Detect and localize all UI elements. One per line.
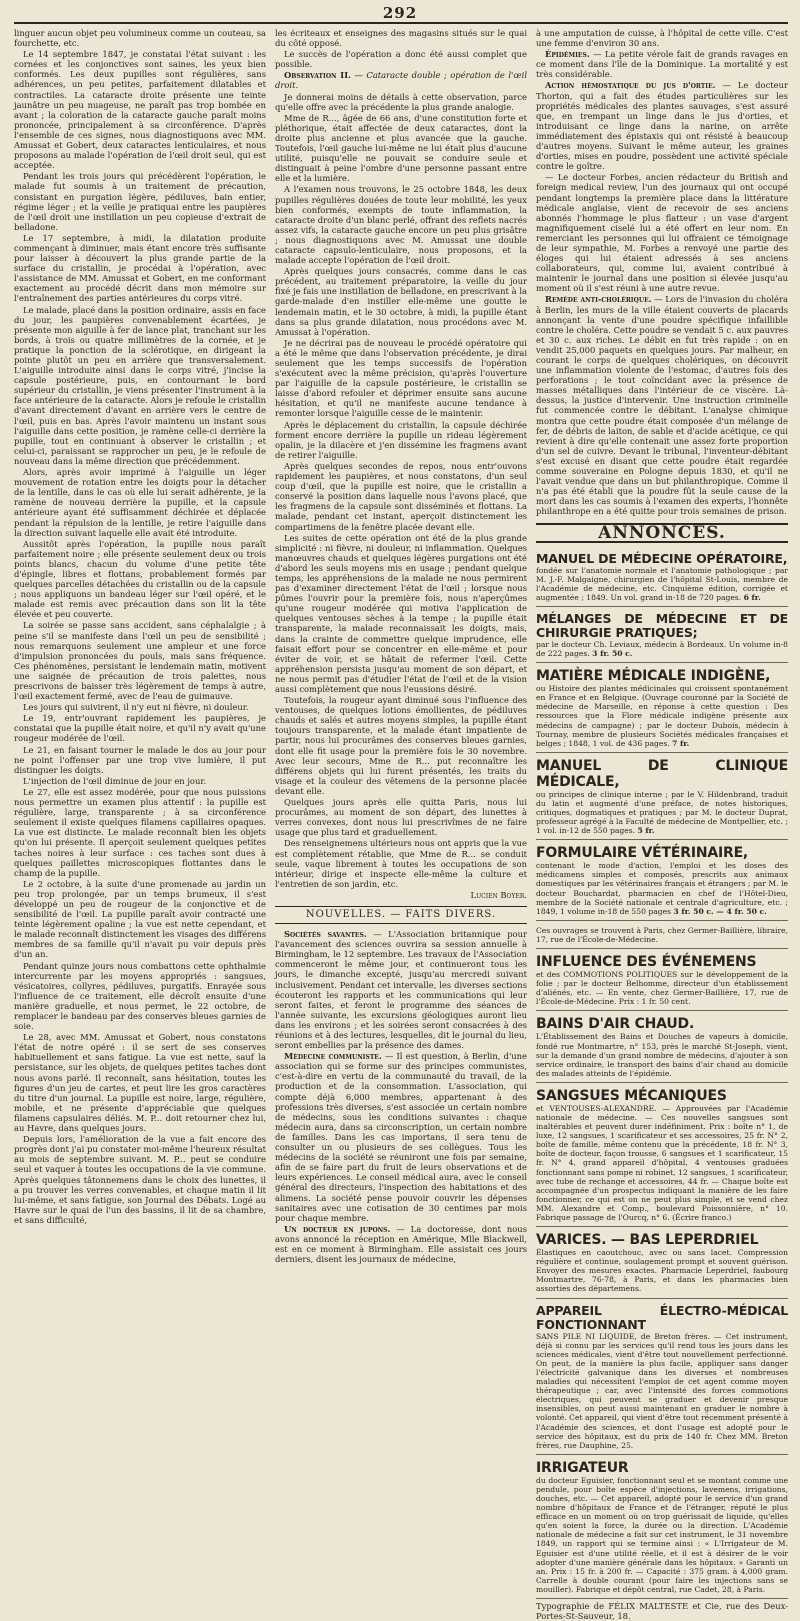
paragraph: Le 27, elle est assez modérée, pour que nous puissions nous permettre un examen plus attentif : la pupille est régulière, large, transparente ; à sa circonférence seulement il existe quelques filamens capillaires opaques. La vue est distincte. Le malade reconnaît bien les objets qu'on lui présente. Il aperçoit seulement quelques petites taches noires à leur surface : ces taches sont dues à quelques paillettes microscopiques flottantes dans le champ de la pupille. <box>14 786 266 878</box>
ad-body: et des COMMOTIONS POLITIQUES sur le développement de la folie ; par le docteur Belhomme, directeur d'un établissement d'aliénés, etc. — En vente, chez Germer-Baillière, 17, rue de l'École-de-Médecine. Prix : 1 fr. 50 cent. <box>536 970 788 1007</box>
news-item <box>275 929 527 1050</box>
annonces-title: ANNONCES. <box>536 523 788 543</box>
ad-title: VARICES. — BAS LEPERDRIEL <box>536 1232 759 1249</box>
paragraph: les écriteaux et enseignes des magasins situés sur le quai du côté opposé. <box>275 28 527 49</box>
paragraph: A l'examen nous trouvons, le 25 octobre 1848, les deux pupilles régulières douées de toute leur mobilité, les yeux bien conformés, exempts de toute inflammation, la cataracte droite d'un blanc perlé, offrant des reflets nacrés assez vifs, la cataracte gauche encore un peu plus grisâtre ; nous diagnostiquons avec M. Amussat une double cataracte capsulo-lenticulaire, nous proposons, et la malade accepte l'opération de l'œil droit. <box>275 184 527 266</box>
advertisement <box>536 1085 788 1227</box>
paragraph: Le 14 septembre 1847, je constatai l'état suivant : les cornées et les conjonctives sont saines, les yeux bien conformés. Les deux pupilles sont régulières, sans adhérences, un peu petites, parfaitement dilatables et contractiles. La cataracte droite présente une teinte jaunâtre un peu nuageuse, ne paraît pas trop bombée en avant ; la coloration de la cataracte gauche paraît moins prononcée, principalement à sa circonférence. D'après l'ensemble de ces signes, nous diagnostiquons avec MM. Amussat et Gobert, deux cataractes lenticulaires, et nous proposons au malade l'opération de l'œil droit seul, qui est acceptée. <box>14 49 266 171</box>
ad-title: SANGSUES MÉCANIQUES <box>536 1087 727 1104</box>
ad-body: Élastiques en caoutchouc, avec ou sans lacet. Compression régulière et continue, soulagement prompt et souvent guérison. Envoyer des mesures exactes. Pharmacie Leperdriel, faubourg Montmartre, 76-78, à Paris, et dans les pharmacies bien assorties des départemens. <box>536 1248 788 1294</box>
ad-title: FORMULAIRE VÉTÉRINAIRE, <box>536 845 749 862</box>
signature: Lucien Boyer. <box>470 889 527 900</box>
ad-body: ou principes de clinique interne ; par le V. Hildenbrand, traduit du latin et augmenté d'une préface, de notes historiques, critiques, dogmatiques et pratiques ; par M. le docteur Duprat, professeur agrégé à la Faculté de médecine de Montpellier, etc. ; 1 vol. in-12 de 550 pages. <box>536 789 788 836</box>
news-heading: Remède anti-cholérique. <box>545 294 652 305</box>
column-1 <box>14 28 266 1225</box>
news-item <box>275 1051 527 1223</box>
header-rule <box>14 22 788 24</box>
news-body: — La doctoresse, dont nous avons annoncé la réception en Amérique, Mlle Blackwell, est en ce moment à Birmingham. Elle assistait ces jours derniers, disent les journaux de médecine, <box>275 1223 527 1265</box>
ad-body: SANS PILE NI LIQUIDE, de Breton frères. — Cet instrument, déjà si connu par les services qu'il rend tous les jours dans les sciences médicales, vient d'être tout nouvellement perfectionné. On peut, de la manière la plus facile, appliquer sans danger l'électricité galvanique dans les diverses et nombreuses maladies qui nécessitent l'emploi de cet agent comme moyen thérapeutique ; car, avec l'intensité des forces commotions électriques, qui peuvent se graduer et devenir presque insensibles, on peut aussi maintenant en graduer le nombre à volonté. Cet appareil, qui vient d'être tout récemment présenté à l'Académie des sciences, et dont l'usage est adopté pour le service des hôpitaux, est du prix de 140 fr. Chez MM. Breton frères, rue Dauphine, 25. <box>536 1331 788 1450</box>
advertisement <box>536 923 788 949</box>
paragraph: Les jours qui suivirent, il n'y eut ni fièvre, ni douleur. <box>23 702 249 713</box>
paragraph: L'injection de l'œil diminue de jour en jour. <box>23 775 207 786</box>
paragraph: Le 19, entr'ouvrant rapidement les paupières, je constatai que la pupille était noire, et qu'il n'y avait qu'une rougeur modérée de l'œil. <box>14 713 266 744</box>
news-item: — Le docteur Forbes, ancien rédacteur du British and foreign medical review, l'un des journaux qui ont occupé pendant longtemps la première place dans la littérature médicale anglaise, vient de recevoir de ses anciens abonnés l'hommage le plus flatteur : un vase d'argent magnifiquement ciselé lui a été offert en leur nom. En remerciant les personnes qui lui offraient ce témoignage de leur sympathie, M. Forbes a renvoyé une partie des éloges qui lui étaient adressés à ses anciens collaborateurs, qui, comme lui, avaient contribué à maintenir le journal dans une position si élevée jusqu'au moment où il s'est réuni à une autre revue. <box>536 172 788 294</box>
paragraph: Je ne décrirai pas de nouveau le procédé opératoire qui a été le même que dans l'observation précédente, je dirai seulement que les temps successifs de l'opération s'exécutent avec la même précision, qu'après l'ouverture par l'aiguille de la capsule postérieure, le cristallin se laisse d'abord refouler et déprimer ensuite sans aucune hésitation, et qu'il ne manifeste aucune tendance à remonter lorsque l'aiguille cesse de le maintenir. <box>275 337 527 419</box>
paragraph: Toutefois, la rougeur ayant diminué sous l'influence des ventouses, de quelques lotions émollientes, de pédiluves chauds et salés et autres moyens simples, la pupille étant toujours transparente, et la malade étant impatiente de partir, nous lui procurâmes des conserves bleues garnies, dont elle fit usage pour la première fois le 30 novembre. Avec leur secours, Mme de R... put reconnaître les différens objets qui lui furent présentés, les traits du visage et la couleur des vêtemens de la personne placée devant elle. <box>275 695 527 796</box>
column-2 <box>275 28 527 1265</box>
paragraph: Le malade, placé dans la position ordinaire, assis en face du jour, les paupières convenablement écartées, je présente mon aiguille à fer de lance plat, tranchant sur les bords, à trois ou quatre millimètres de la cornée, et je pratique la ponction de la sclérotique, en dirigeant la pointe plutôt un peu en arrière que transversalement. L'aiguille introduite ainsi dans le corps vitré, j'incise la capsule postérieure, puis, en contournant le bord supérieur du cristallin, je viens présenter l'instrument à la face antérieure de la cataracte. Alors je refoule le cristallin d'avant directement d'avant en arrière vers le centre de l'œil, puis en bas. Après l'avoir maintenu un instant sous l'aiguille dans cette position, je ramène celle-ci derrière la pupille, tout en continuant à observer le cristallin ; et celui-ci, paraissant se rapprocher un peu, je le refoule de nouveau dans la même direction que précédemment. <box>14 304 266 466</box>
advertisement <box>536 609 788 663</box>
news-item <box>536 294 788 516</box>
paragraph: Le 21, en faisant tourner le malade le dos au jour pour ne point l'offenser par une trop vive lumière, il put distinguer les doigts. <box>14 744 266 775</box>
paragraph: Après quelques secondes de repos, nous entr'ouvons rapidement les paupières, et nous constatons, d'un seul coup d'œil, que la pupille est noire, que le cristallin a conservé la position dans laquelle nous l'avons placé, que les fragmens de la capsule sont disséminés et flottans. La malade, pendant cet instant, aperçoit distinctement les compartimens de la fenêtre placée devant elle. <box>275 460 527 532</box>
ad-body: ou Histoire des plantes médicinales qui croissent spontanément en France et en Belgique. (Ouvrage couronné par la Société de médecine de Marseille, en réponse à cette question : Des ressources que la Flore médicale indigène présente aux médecins de campagne) ; par le docteur Dubois, médecin à Tournay, membre de plusieurs Sociétés médicales françaises et belges ; 1848, 1 vol. de 436 pages. <box>536 684 788 748</box>
ad-price: 3 fr. 50 c. — 4 fr. 50 c. <box>673 906 767 916</box>
paragraph: Le 28, avec MM. Amussat et Gobert, nous constatons l'état de notre opéré : il se sert de ses conserves habituellement et sans fatigue. La vue est nette, sauf la persistance, sur les objets, de quelques petites taches dont nous avons parlé. Il reconnaît, sans hésitation, toutes les figures d'un jeu de cartes, et peut lire les gros caractères du titre d'un journal. La pupille est noire, large, régulière, mobile, et ne présente d'appréciable que quelques filamens capsulaires déliés. M. P... doit retourner chez lui, au Havre, dans quelques jours. <box>14 1032 266 1134</box>
news-body: — L'Association britannique pour l'avancement des sciences ouvrira sa session annuelle à Birmingham, le 12 septembre. Les travaux de l'Association commenceront le même jour, et continueront tous les jours, le dimanche excepté, jusqu'au mercredi suivant inclusivement. Pendant cet intervalle, les diverses sections écouteront les rapports et les communications qui leur seront faites, et feront le programme des séances de l'année suivante, les excursions géologiques auront lieu dans les environs ; et les soirées seront consacrées à des réunions et à des lectures, lesquelles, dit le journal du lieu, seront embellies par la présence des dames. <box>275 929 527 1051</box>
paragraph: Mme de R..., âgée de 66 ans, d'une constitution forte et pléthorique, était affectée de deux cataractes, dont la droite plus ancienne et plus avancée que la gauche. Toutefois, l'œil gauche lui-même ne lui était plus d'aucune utilité, puisqu'elle ne pouvait se conduire seule et distinguait à peine l'ombre d'une personne passant entre elle et la lumière. <box>275 112 527 184</box>
news-body: — La petite vérole fait de grands ravages en ce moment dans l'île de la Dominique. La mortalité y est très considérable. <box>536 49 788 80</box>
news-body: — Il est question, à Berlin, d'une association qui se forme sur des principes communistes, c'est-à-dire en vertu de la communauté du travail, de la production et de la consommation. L'association, qui compte déjà 6,000 membres, appartenant à des professions très diverses, s'est associée un certain nombre de médecins, sous les conditions suivantes : chaque médecin aura, dans sa circonscription, un certain nombre de familles. Dans les cas importans, il sera tenu de consulter un ou plusieurs de ses collègues. Tous les médecins de la société se réuniront une fois par semaine, afin de se faire part du fruit de leurs observations et de leurs expériences. Le conseil médical aura, avec le conseil général des directeurs, l'inspection des habitations et des alimens. La société pense pouvoir couvrir les dépenses sanitaires avec une cotisation de 30 centimes par mois pour chaque membre. <box>275 1051 527 1223</box>
advertisement <box>536 665 788 753</box>
paragraph: Je donnerai moins de détails à cette observation, parce qu'elle offre avec la précédente la plus grande analogie. <box>275 91 527 112</box>
ad-body: et VENTOUSES-ALEXANDRE. — Approuvées par l'Académie nationale de médecine. — Ces nouvelles sangsues sont inaltérables et peuvent durer indéfiniment. Prix : boîte n° 1, de luxe, 12 sangsues, 1 scarificateur et ses accessoires, 25 fr. N° 2, boîte de famille, même contenu que la précédente, 18 fr. N° 3, boîte de docteur, façon trousse, 6 sangsues et 1 scarificateur, 15 fr. N° 4, grand appareil d'hôpital, 4 ventouses graduées fonctionnant sans pompe ni robinet, 12 sangsues, 1 scarificateur, avec tube de rechange et accessoires, 44 fr. — Chaque boîte est accompagnée d'un prospectus indiquant la manière de les faire fonctionner, ce qui est on ne peut plus simple, et se vend chez MM. Alexandre et Comp., boulevard Poissonnière, n° 10. Fabrique passage de l'Ourcq, n° 6. (Écrire franco.) <box>536 1103 788 1222</box>
advertisement <box>536 1301 788 1455</box>
paragraph: Quelques jours après elle quitta Paris, nous lui procurâmes, au moment de son départ, des lunettes à verres convexes, dont nous lui prescrivîmes de ne faire usage que plus tard et graduellement. <box>275 797 527 838</box>
advertisement <box>536 1229 788 1298</box>
paragraph: Le succès de l'opération a donc été aussi complet que possible. <box>275 49 527 70</box>
advertisement <box>536 1457 788 1599</box>
section-title-nouvelles: NOUVELLES. — FAITS DIVERS. <box>275 906 527 924</box>
advertisement <box>536 1013 788 1082</box>
ad-price: 5 fr. <box>637 826 655 836</box>
ad-price: 6 fr. <box>743 592 761 602</box>
imprint: Typographie de FÉLIX MALTESTE et Cie, rue des Deux-Portes-St-Sauveur, 18. <box>536 1601 788 1621</box>
paragraph: Des renseignemens ultérieurs nous ont appris que la vue est complètement rétablie, que Mme de R... se conduit seule, vaque librement à toutes les occupations de son intérieur, dirige et inspecte elle-même la culture et l'entretien de son jardin, etc. <box>275 838 527 889</box>
paragraph: Alors, après avoir imprimé à l'aiguille un léger mouvement de rotation entre les doigts pour la détacher de la lentille, dans le cas où elle lui serait adhérente, je la ramène de nouveau derrière la pupille, et la capsule antérieure ayant été suffisamment déchirée et déplacée pendant la répulsion de la lentille, je retire l'aiguille dans la direction suivant laquelle elle avait été introduite. <box>14 467 266 538</box>
advertisement <box>536 842 788 921</box>
news-item <box>536 80 788 171</box>
ad-body: Ces ouvrages se trouvent à Paris, chez Germer-Baillière, libraire, 17, rue de l'École-de-Médecine. <box>536 925 788 944</box>
paragraph: Pendant les trois jours qui précédèrent l'opération, le malade fut soumis à un traitement de précaution, consistant en purgation légère, pédiluves, bain entier, régime léger ; et la veille je pratiquai entre les paupières de l'œil droit une instillation un peu copieuse d'extrait de belladone. <box>14 171 266 232</box>
news-heading: Épidémies. <box>545 49 590 60</box>
news-heading: Un docteur en jupons. <box>284 1223 391 1234</box>
paragraph: à une amputation de cuisse, à l'hôpital de cette ville. C'est une femme d'environ 30 ans. <box>536 28 788 49</box>
ad-title: IRRIGATEUR <box>536 1459 629 1476</box>
ad-title: INFLUENCE DES ÉVÉNEMENS <box>536 954 757 971</box>
ad-body: L'Établissement des Bains et Douches de vapeurs à domicile, fondé rue Montmartre, n° 153, près le marché St-Joseph, vient, sur la demande d'un grand nombre de médecins, d'ajouter à son service ordinaire, le transport des bains d'air chaud au domicile des malades atteints de l'épidémie. <box>536 1032 788 1078</box>
paragraph: Pendant quinze jours nous combattons cette ophthalmie intercurrente par les moyens appropriés : sangsues, vésicatoires, collyres, pédiluves, purgatifs. Enrayée sous l'influence de ce traitement, elle décroît ensuite d'une manière graduelle, et nous permet, le 22 octobre, de remplacer le bandeau par des conserves bleues garnies de soie. <box>14 960 266 1032</box>
observation-title: — Cataracte double ; opération de l'œil droit. <box>275 70 527 91</box>
paragraph: Le 17 septembre, à midi, la dilatation produite commençant à diminuer, mais étant encore très suffisante pour laisser à découvert la plus grande partie de la surface du cristallin, je procédai à l'opération, avec l'assistance de MM. Amussat et Gobert, en me conformant exactement au procédé décrit dans mon mémoire sur l'entraînement des parties antérieures du corps vitré. <box>14 232 266 304</box>
ad-title: MÉLANGES DE MÉDECINE ET DE CHIRURGIE PRATIQUES; <box>536 610 788 640</box>
ad-body: fondée sur l'anatomie normale et l'anatomie pathologique ; par M. J.-F. Malgaigne, chirurgien de l'hôpital St-Louis, membre de l'Académie de médecine, etc. Cinquième édition, corrigée et augmentée ; 1849. Un vol. grand in-18 de 720 pages. <box>536 565 788 602</box>
paragraph: Après le déplacement du cristallin, la capsule déchirée forment encore derrière la pupille un rideau légèrement opalin, je la dilacère et j'en dissémine les fragmens avant de retirer l'aiguille. <box>275 419 527 460</box>
ad-price: 3 fr. 50 c. <box>592 649 633 659</box>
paragraph: Le 2 octobre, à la suite d'une promenade au jardin un peu trop prolongée, par un temps brumeux, il s'est développé un peu de rougeur de la conjonctive et de sensibilité de l'œil. La pupille paraît avoir contracté une teinte légèrement opaline ; la vue est nette cependant, et le malade reconnaît distinctement les visages des différens membres de sa famille qu'il n'avait pu voir depuis près d'un an. <box>14 878 266 960</box>
news-heading: Sociétés savantes. <box>284 929 367 940</box>
ad-body: contenant le mode d'action, l'emploi et les doses des médicamens simples et composés, prescrits aux animaux domestiques par les vétérinaires français et étrangers ; par M. le docteur Bouchardat, pharmacien en chef de l'Hôtel-Dieu, membre de la Société nationale et centrale d'agriculture, etc. ; 1849, 1 volume in-18 de 550 pages <box>536 861 788 916</box>
news-heading: Action hémostatique du jus d'ortie. <box>545 80 716 91</box>
paragraph: Aussitôt après l'opération, la pupille nous paraît parfaitement noire ; elle présente seulement deux ou trois points blancs, chacun du volume d'une petite tête d'épingle, libres et flottans, probablement formés par quelques parcelles détachées du cristallin ou de la capsule ; nous appliquons un bandeau léger sur l'œil opéré, et le malade est remis avec précaution dans son lit la tête élevée et peu couverte. <box>14 538 266 620</box>
paragraph: Après quelques jours consacrés, comme dans le cas précédent, au traitement préparatoire, la veille du jour fixé je fais une instillation de belladone, en prescrivant à la garde-malade d'en instiller elle-même une goutte le lendemain matin, et le 30 octobre, à midi, la pupille étant dans sa plus grande dilatation, nous procédons avec M. Amussat à l'opération. <box>275 266 527 337</box>
page-number: 292 <box>382 4 418 22</box>
news-item <box>536 49 788 79</box>
ad-body: du docteur Eguisier, fonctionnant seul et se montant comme une pendule, pour boîte espèce d'injections, lavemens, irrigations, douches, etc. — Cet appareil, adopté pour le service d'un grand nombre d'hôpitaux de France et de l'étranger, réputé le plus efficace en un moment où on trop guérissait de liquide, qu'elles qu'en soient la force, la durée ou la direction. L'Académie nationale de médecine a fait sur cet instrument, le 31 novembre 1849, un rapport qui se termine ainsi : « L'Irrigateur de M. Eguisier est d'une utilité réelle, et il est à désirer de le voir adopter d'une manière générale dans les hôpitaux. » Garanti un an. Prix : 15 fr. à 200 fr. — Capacité : 375 gram. à 4,000 gram. Carrelle à double courant (pour faire les injections sans se mouiller). Fabrique et dépôt central, rue Cadet, 28, à Paris. <box>536 1475 788 1594</box>
ad-title: BAINS D'AIR CHAUD. <box>536 1016 695 1033</box>
ad-title: APPAREIL ÉLECTRO-MÉDICAL FONCTIONNANT <box>536 1302 788 1332</box>
ad-title: MANUEL DE CLINIQUE MÉDICALE, <box>536 757 788 790</box>
advertisement <box>536 755 788 840</box>
advertisement <box>536 951 788 1011</box>
paragraph: La soirée se passe sans accident, sans céphalalgie ; à peine s'il se manifeste dans l'œil un peu de sensibilité ; nous remarquons seulement une ampleur et une force d'impulsion prononcées du pouls, mais sans fréquence. Ces phénomènes, persistant le lendemain matin, motivent une saignée de précaution de trois palettes, nous prescrivons de baisser très légèrement de temps à autre, l'œil exactement fermé, avec de l'eau de guimauve. <box>14 620 266 702</box>
column-3 <box>536 28 788 1621</box>
paragraph: Depuis lors, l'amélioration de la vue a fait encore des progrès dont j'ai pu constater moi-même l'heureux résultat au mois de septembre suivant. M. P... peut se conduire seul et vaquer à toutes les occupations de la vie commune. Après quelques tâtonnemens dans le choix des lunettes, il a pu trouver les verres convenables, et chaque matin il lit lui-même, et sans fatigue, son Journal des Débats. Logé au Havre sur le quai de l'un des bassins, il lit de sa chambre, et sans difficulté, <box>14 1134 266 1225</box>
columns <box>14 28 788 1621</box>
ad-price: 7 fr. <box>672 738 690 748</box>
ad-body: par le docteur Ch. Leviaux, médecin à Bordeaux. Un volume in-8 de 222 pages. <box>536 639 788 659</box>
news-body: — Le docteur Thorton, qui a fait des études particulières sur les propriétés médicales des plantes sauvages, s'est assuré que, en trempant un linge dans le jus d'orties, et introduisant ce linge dans la narine, on arrête immédiatement des épistaxis qui ont résisté à beaucoup d'autres moyens. Suivant le même auteur, les graines d'orties, mises en poudre, possèdent une activité spéciale contre le goître. <box>536 80 788 172</box>
news-heading: Médecine communiste. <box>284 1051 382 1062</box>
news-body: — Lors de l'invasion du choléra à Berlin, les murs de la ville étaient couverts de placards annonçant la vente d'une poudre spécifique infaillible contre le choléra. Cette poudre se vendait 5 c. aux pauvres et 30 c. aux riches. Le débit en fut très rapide : on en vendit 25,000 paquets en quelques jours. Par malheur, en courant le corps de quelques cholériques, on découvrit une inflammation violente de l'estomac, d'autres fois des perforations ; le tout coïncidant avec la présence de masses métalliques dans l'intérieur de ce viscère. Là-dessus, la justice d'intervenir. Une instruction criminelle fut commencée contre le débitant. L'analyse chimique montra que cette poudre était composée d'un mélange de fer, de débris de laiton, de sable et d'acide acétique, ce qui revient à dire qu'elle contenait une assez forte proportion d'un sel de cuivre. Devant le tribunal, l'inventeur-débitant s'est excusé en disant que cette poudre était regardée comme souveraine en Pologne depuis 1830, et qu'il ne l'avait vendue que dans un but philanthropique. Comme il n'a pas été établi que la poudre fût la seule cause de la mort dans les cas soumis à l'examen des experts, l'honnête philanthrope en a été quitte pour trois semaines de prison. <box>536 294 788 517</box>
ad-title: MANUEL DE MÉDECINE OPÉRATOIRE, <box>536 550 788 566</box>
observation-label: Observation II. <box>284 70 352 81</box>
paragraph: Les suites de cette opération ont été de la plus grande simplicité : ni fièvre, ni douleur, ni inflammation. Quelques manœuvres chauds et quelques légères purgations ont été d'abord les seuls moyens mis en usage ; pendant quelque temps, les appréhensions de la malade ne nous permirent pas d'examiner directement l'état de l'œil ; lorsque nous pûmes l'ouvrir pour la première fois, nous n'aperçûmes qu'une rougeur modérée qui motiva l'application de quelques ventouses sèches à la tempe ; la pupille était transparente, la malade reconnaissait les doigts, mais, dans la crainte de commettre quelque imprudence, elle faisait effort pour se concentrer en elle-même et pour éviter de voir, et se hâtait de refermer l'œil. Cette appréhension persista jusqu'au moment de son départ, et ne nous permit pas d'étudier l'état de l'œil et de la vision aussi complètement que nous l'eussions désiré. <box>275 532 527 694</box>
ad-title: MATIÈRE MÉDICALE INDIGÈNE, <box>536 668 771 685</box>
advertisement <box>536 549 788 607</box>
paragraph: linguer aucun objet peu volumineux comme un couteau, sa fourchette, etc. <box>14 28 266 49</box>
news-item <box>275 1224 527 1264</box>
observation-heading <box>275 70 527 90</box>
